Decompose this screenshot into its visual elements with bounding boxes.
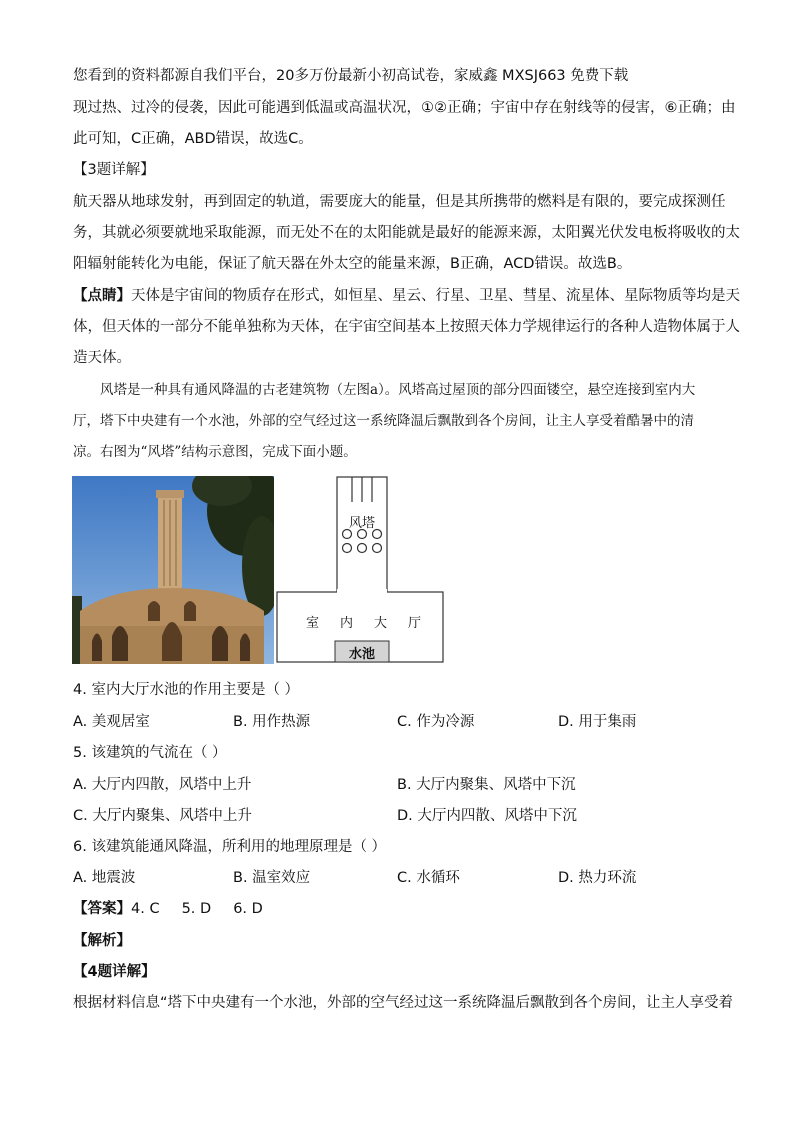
wind-tower-diagram [276, 476, 444, 664]
hall-char: 厅 [408, 616, 422, 631]
question-stem: 4. 室内大厅水池的作用主要是（ ） [73, 682, 300, 698]
option-b: B. 用作热源 [233, 714, 311, 730]
text-line: 现过热、过冷的侵袭，因此可能遇到低温或高温状况，①②正确；宇宙中存在射线等的侵害，⑥正确；由 [73, 100, 736, 116]
intro-line: 风塔是一种具有通风降温的古老建筑物（左图a）。风塔高过屋顶的部分四面镂空，悬空连接到室内大 [100, 382, 696, 398]
answer-item: 4. C [131, 901, 160, 917]
wind-tower-photo [72, 476, 274, 664]
option-c: C. 大厅内聚集、风塔中上升 [73, 808, 252, 824]
promo-line: 您看到的资料都源自我们平台，20多万份最新小初高试卷，家威鑫 MXSJ663 免费下载 [73, 68, 629, 84]
wind-tower-figure [72, 476, 444, 666]
answer-line [73, 899, 285, 919]
text-line: 阳辐射能转化为电能，保证了航天器在外太空的能量来源，B正确，ACD错误。故选B。 [73, 256, 632, 272]
answer-item: 5. D [181, 901, 212, 917]
section-heading: 【3题详解】 [73, 162, 155, 178]
answer-item: 6. D [233, 901, 263, 917]
option-d: D. 大厅内四散、风塔中下沉 [397, 808, 577, 824]
section-heading: 【4题详解】 [73, 964, 156, 980]
hall-char: 室 [306, 616, 320, 631]
question-stem: 5. 该建筑的气流在（ ） [73, 745, 227, 761]
text-line: 航天器从地球发射，再到固定的轨道，需要庞大的能量，但是其所携带的燃料是有限的，要完成探测任 [73, 194, 726, 210]
option-b: B. 大厅内聚集、风塔中下沉 [397, 777, 576, 793]
text-line: 务，其就必须要就地采取能源，而无处不在的太阳能就是最好的能源来源，太阳翼光伏发电板将吸收的太 [73, 225, 740, 241]
text-line: 造天体。 [73, 350, 131, 366]
text-line: 根据材料信息“塔下中央建有一个水池，外部的空气经过这一系统降温后飘散到各个房间，让主人享受着 [73, 995, 734, 1011]
analysis-label: 【解析】 [73, 933, 131, 949]
tip-text: 天体是宇宙间的物质存在形式，如恒星、星云、行星、卫星、彗星、流星体、星际物质等均是天 [131, 288, 740, 304]
tip-line [73, 286, 740, 306]
option-d: D. 用于集雨 [558, 714, 637, 730]
text-line: 体，但天体的一部分不能单独称为天体，在宇宙空间基本上按照天体力学规律运行的各种人造物体属于人 [73, 319, 740, 335]
hall-char: 大 [374, 616, 388, 631]
answer-label: 【答案】 [73, 901, 131, 917]
option-b: B. 温室效应 [233, 870, 311, 886]
option-a: A. 美观居室 [73, 714, 150, 730]
question-stem: 6. 该建筑能通风降温，所利用的地理原理是（ ） [73, 839, 387, 855]
option-a: A. 大厅内四散，风塔中上升 [73, 777, 252, 793]
pool-label: 水池 [348, 647, 375, 662]
tower-label: 风塔 [348, 516, 375, 531]
intro-line: 凉。右图为“风塔”结构示意图，完成下面小题。 [73, 444, 357, 460]
option-c: C. 作为冷源 [397, 714, 475, 730]
intro-line: 厅，塔下中央建有一个水池，外部的空气经过这一系统降温后飘散到各个房间，让主人享受着酷暑中的清 [73, 413, 694, 429]
option-a: A. 地震波 [73, 870, 136, 886]
hall-char: 内 [340, 616, 354, 631]
text-line: 此可知，C正确，ABD错误，故选C。 [73, 131, 313, 147]
option-c: C. 水循环 [397, 870, 460, 886]
tip-label: 【点睛】 [73, 288, 131, 304]
option-d: D. 热力环流 [558, 870, 637, 886]
